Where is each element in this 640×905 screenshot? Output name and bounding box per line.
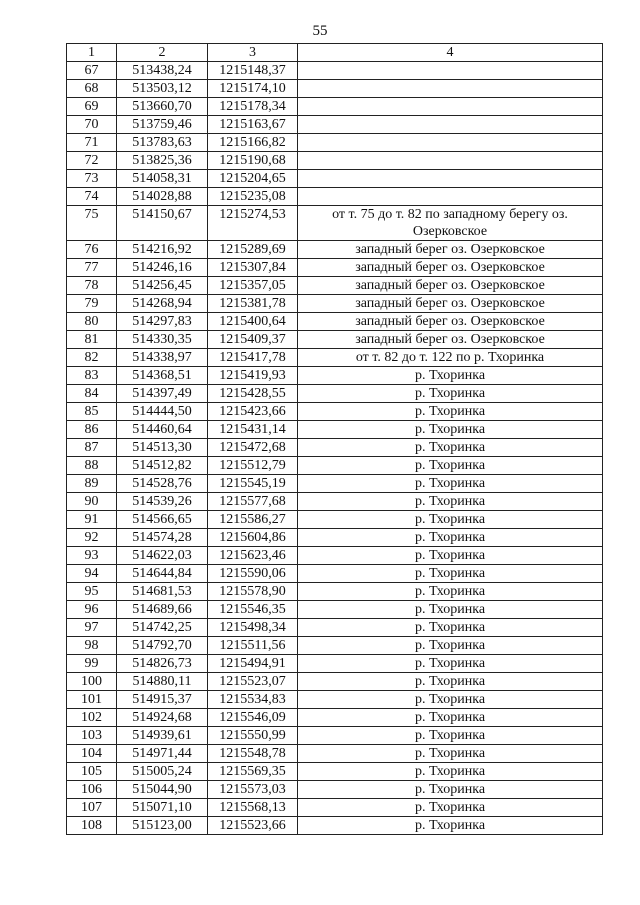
x-coordinate-cell: 515123,00 xyxy=(117,817,208,835)
point-number-cell: 92 xyxy=(67,529,117,547)
point-number-cell: 101 xyxy=(67,691,117,709)
description-cell: от т. 82 до т. 122 по р. Тхоринка xyxy=(298,349,603,367)
table-row xyxy=(67,727,603,745)
coordinates-table xyxy=(66,43,603,835)
x-coordinate-cell: 514826,73 xyxy=(117,655,208,673)
x-coordinate-cell: 515071,10 xyxy=(117,799,208,817)
point-number-cell: 73 xyxy=(67,170,117,188)
x-coordinate-cell: 515005,24 xyxy=(117,763,208,781)
x-coordinate-cell: 514028,88 xyxy=(117,188,208,206)
y-coordinate-cell: 1215417,78 xyxy=(208,349,298,367)
y-coordinate-cell: 1215534,83 xyxy=(208,691,298,709)
x-coordinate-cell: 514058,31 xyxy=(117,170,208,188)
description-cell: р. Тхоринка xyxy=(298,619,603,637)
point-number-cell: 74 xyxy=(67,188,117,206)
description-cell: р. Тхоринка xyxy=(298,457,603,475)
point-number-cell: 93 xyxy=(67,547,117,565)
description-cell: р. Тхоринка xyxy=(298,709,603,727)
y-coordinate-cell: 1215381,78 xyxy=(208,295,298,313)
table-row xyxy=(67,62,603,80)
table-row xyxy=(67,331,603,349)
description-cell: р. Тхоринка xyxy=(298,799,603,817)
y-coordinate-cell: 1215511,56 xyxy=(208,637,298,655)
y-coordinate-cell: 1215573,03 xyxy=(208,781,298,799)
description-cell: р. Тхоринка xyxy=(298,493,603,511)
y-coordinate-cell: 1215148,37 xyxy=(208,62,298,80)
description-cell: западный берег оз. Озерковское xyxy=(298,259,603,277)
table-row xyxy=(67,439,603,457)
table-row xyxy=(67,98,603,116)
point-number-cell: 86 xyxy=(67,421,117,439)
y-coordinate-cell: 1215190,68 xyxy=(208,152,298,170)
table-row xyxy=(67,403,603,421)
y-coordinate-cell: 1215494,91 xyxy=(208,655,298,673)
y-coordinate-cell: 1215590,06 xyxy=(208,565,298,583)
point-number-cell: 69 xyxy=(67,98,117,116)
table-body xyxy=(67,62,603,835)
x-coordinate-cell: 514539,26 xyxy=(117,493,208,511)
description-cell: р. Тхоринка xyxy=(298,781,603,799)
x-coordinate-cell: 514330,35 xyxy=(117,331,208,349)
point-number-cell: 99 xyxy=(67,655,117,673)
x-coordinate-cell: 514216,92 xyxy=(117,241,208,259)
description-cell: р. Тхоринка xyxy=(298,637,603,655)
point-number-cell: 91 xyxy=(67,511,117,529)
point-number-cell: 85 xyxy=(67,403,117,421)
y-coordinate-cell: 1215550,99 xyxy=(208,727,298,745)
x-coordinate-cell: 513783,63 xyxy=(117,134,208,152)
table-row xyxy=(67,134,603,152)
x-coordinate-cell: 514528,76 xyxy=(117,475,208,493)
table-row xyxy=(67,349,603,367)
table-row xyxy=(67,170,603,188)
table-row xyxy=(67,457,603,475)
point-number-cell: 70 xyxy=(67,116,117,134)
point-number-cell: 95 xyxy=(67,583,117,601)
x-coordinate-cell: 514460,64 xyxy=(117,421,208,439)
description-cell: р. Тхоринка xyxy=(298,511,603,529)
description-cell xyxy=(298,152,603,170)
x-coordinate-cell: 514566,65 xyxy=(117,511,208,529)
point-number-cell: 102 xyxy=(67,709,117,727)
x-coordinate-cell: 515044,90 xyxy=(117,781,208,799)
point-number-cell: 105 xyxy=(67,763,117,781)
table-row xyxy=(67,295,603,313)
x-coordinate-cell: 514574,28 xyxy=(117,529,208,547)
y-coordinate-cell: 1215577,68 xyxy=(208,493,298,511)
y-coordinate-cell: 1215409,37 xyxy=(208,331,298,349)
y-coordinate-cell: 1215419,93 xyxy=(208,367,298,385)
y-coordinate-cell: 1215523,66 xyxy=(208,817,298,835)
table-row xyxy=(67,511,603,529)
point-number-cell: 106 xyxy=(67,781,117,799)
y-coordinate-cell: 1215548,78 xyxy=(208,745,298,763)
y-coordinate-cell: 1215289,69 xyxy=(208,241,298,259)
point-number-cell: 77 xyxy=(67,259,117,277)
y-coordinate-cell: 1215400,64 xyxy=(208,313,298,331)
x-coordinate-cell: 514513,30 xyxy=(117,439,208,457)
description-cell xyxy=(298,116,603,134)
description-cell xyxy=(298,170,603,188)
y-coordinate-cell: 1215428,55 xyxy=(208,385,298,403)
description-cell xyxy=(298,62,603,80)
y-coordinate-cell: 1215174,10 xyxy=(208,80,298,98)
point-number-cell: 90 xyxy=(67,493,117,511)
y-coordinate-cell: 1215431,14 xyxy=(208,421,298,439)
table-row xyxy=(67,475,603,493)
x-coordinate-cell: 514924,68 xyxy=(117,709,208,727)
description-cell: западный берег оз. Озерковское xyxy=(298,331,603,349)
point-number-cell: 83 xyxy=(67,367,117,385)
table-row xyxy=(67,259,603,277)
table-row xyxy=(67,799,603,817)
description-cell: р. Тхоринка xyxy=(298,385,603,403)
table-row xyxy=(67,547,603,565)
y-coordinate-cell: 1215166,82 xyxy=(208,134,298,152)
x-coordinate-cell: 514742,25 xyxy=(117,619,208,637)
table-row xyxy=(67,529,603,547)
description-cell: западный берег оз. Озерковское xyxy=(298,241,603,259)
description-cell: р. Тхоринка xyxy=(298,673,603,691)
y-coordinate-cell: 1215204,65 xyxy=(208,170,298,188)
y-coordinate-cell: 1215423,66 xyxy=(208,403,298,421)
table-row xyxy=(67,80,603,98)
point-number-cell: 103 xyxy=(67,727,117,745)
y-coordinate-cell: 1215178,34 xyxy=(208,98,298,116)
description-cell: р. Тхоринка xyxy=(298,763,603,781)
y-coordinate-cell: 1215163,67 xyxy=(208,116,298,134)
point-number-cell: 87 xyxy=(67,439,117,457)
x-coordinate-cell: 514397,49 xyxy=(117,385,208,403)
table-row xyxy=(67,116,603,134)
y-coordinate-cell: 1215307,84 xyxy=(208,259,298,277)
table-row xyxy=(67,619,603,637)
y-coordinate-cell: 1215546,35 xyxy=(208,601,298,619)
header-point-number: 1 xyxy=(67,44,117,62)
x-coordinate-cell: 514939,61 xyxy=(117,727,208,745)
table-row xyxy=(67,745,603,763)
table-row xyxy=(67,206,603,241)
point-number-cell: 68 xyxy=(67,80,117,98)
x-coordinate-cell: 514792,70 xyxy=(117,637,208,655)
point-number-cell: 72 xyxy=(67,152,117,170)
table-row xyxy=(67,313,603,331)
point-number-cell: 84 xyxy=(67,385,117,403)
point-number-cell: 88 xyxy=(67,457,117,475)
point-number-cell: 82 xyxy=(67,349,117,367)
table-row xyxy=(67,601,603,619)
description-cell: р. Тхоринка xyxy=(298,817,603,835)
y-coordinate-cell: 1215274,53 xyxy=(208,206,298,241)
x-coordinate-cell: 514644,84 xyxy=(117,565,208,583)
table-row xyxy=(67,583,603,601)
description-cell xyxy=(298,134,603,152)
header-row xyxy=(67,44,603,62)
x-coordinate-cell: 514150,67 xyxy=(117,206,208,241)
table-row xyxy=(67,673,603,691)
point-number-cell: 76 xyxy=(67,241,117,259)
point-number-cell: 108 xyxy=(67,817,117,835)
x-coordinate-cell: 514971,44 xyxy=(117,745,208,763)
y-coordinate-cell: 1215546,09 xyxy=(208,709,298,727)
description-cell: р. Тхоринка xyxy=(298,439,603,457)
point-number-cell: 80 xyxy=(67,313,117,331)
description-cell: р. Тхоринка xyxy=(298,403,603,421)
y-coordinate-cell: 1215472,68 xyxy=(208,439,298,457)
x-coordinate-cell: 513759,46 xyxy=(117,116,208,134)
x-coordinate-cell: 514268,94 xyxy=(117,295,208,313)
point-number-cell: 71 xyxy=(67,134,117,152)
table-row xyxy=(67,691,603,709)
description-cell: р. Тхоринка xyxy=(298,367,603,385)
description-cell xyxy=(298,188,603,206)
description-cell: р. Тхоринка xyxy=(298,583,603,601)
page-number: 55 xyxy=(312,23,328,39)
x-coordinate-cell: 514689,66 xyxy=(117,601,208,619)
y-coordinate-cell: 1215623,46 xyxy=(208,547,298,565)
description-cell: р. Тхоринка xyxy=(298,475,603,493)
table-row xyxy=(67,637,603,655)
description-cell: р. Тхоринка xyxy=(298,601,603,619)
y-coordinate-cell: 1215498,34 xyxy=(208,619,298,637)
x-coordinate-cell: 514512,82 xyxy=(117,457,208,475)
table-row xyxy=(67,763,603,781)
x-coordinate-cell: 513503,12 xyxy=(117,80,208,98)
y-coordinate-cell: 1215569,35 xyxy=(208,763,298,781)
description-cell xyxy=(298,80,603,98)
description-cell: западный берег оз. Озерковское xyxy=(298,313,603,331)
x-coordinate-cell: 513438,24 xyxy=(117,62,208,80)
table-row xyxy=(67,781,603,799)
header-y-coordinate: 3 xyxy=(208,44,298,62)
y-coordinate-cell: 1215357,05 xyxy=(208,277,298,295)
y-coordinate-cell: 1215568,13 xyxy=(208,799,298,817)
point-number-cell: 96 xyxy=(67,601,117,619)
table-row xyxy=(67,817,603,835)
x-coordinate-cell: 514338,97 xyxy=(117,349,208,367)
point-number-cell: 67 xyxy=(67,62,117,80)
y-coordinate-cell: 1215578,90 xyxy=(208,583,298,601)
x-coordinate-cell: 514368,51 xyxy=(117,367,208,385)
x-coordinate-cell: 514880,11 xyxy=(117,673,208,691)
description-cell xyxy=(298,98,603,116)
description-cell: р. Тхоринка xyxy=(298,547,603,565)
y-coordinate-cell: 1215545,19 xyxy=(208,475,298,493)
y-coordinate-cell: 1215512,79 xyxy=(208,457,298,475)
point-number-cell: 100 xyxy=(67,673,117,691)
description-cell: от т. 75 до т. 82 по западному берегу оз. Озерковское xyxy=(298,206,603,241)
point-number-cell: 79 xyxy=(67,295,117,313)
y-coordinate-cell: 1215235,08 xyxy=(208,188,298,206)
x-coordinate-cell: 514681,53 xyxy=(117,583,208,601)
table-header xyxy=(67,44,603,62)
description-cell: р. Тхоринка xyxy=(298,655,603,673)
table-row xyxy=(67,277,603,295)
x-coordinate-cell: 514246,16 xyxy=(117,259,208,277)
point-number-cell: 94 xyxy=(67,565,117,583)
point-number-cell: 78 xyxy=(67,277,117,295)
y-coordinate-cell: 1215604,86 xyxy=(208,529,298,547)
point-number-cell: 104 xyxy=(67,745,117,763)
y-coordinate-cell: 1215586,27 xyxy=(208,511,298,529)
table-row xyxy=(67,188,603,206)
description-cell: р. Тхоринка xyxy=(298,421,603,439)
description-cell: западный берег оз. Озерковское xyxy=(298,295,603,313)
description-cell: р. Тхоринка xyxy=(298,529,603,547)
header-description: 4 xyxy=(298,44,603,62)
table-row xyxy=(67,565,603,583)
y-coordinate-cell: 1215523,07 xyxy=(208,673,298,691)
point-number-cell: 89 xyxy=(67,475,117,493)
x-coordinate-cell: 513825,36 xyxy=(117,152,208,170)
table-row xyxy=(67,241,603,259)
table-row xyxy=(67,709,603,727)
table-row xyxy=(67,655,603,673)
description-cell: р. Тхоринка xyxy=(298,691,603,709)
table-row xyxy=(67,367,603,385)
point-number-cell: 81 xyxy=(67,331,117,349)
point-number-cell: 75 xyxy=(67,206,117,241)
table-row xyxy=(67,493,603,511)
x-coordinate-cell: 514915,37 xyxy=(117,691,208,709)
x-coordinate-cell: 514297,83 xyxy=(117,313,208,331)
description-cell: р. Тхоринка xyxy=(298,727,603,745)
table-row xyxy=(67,152,603,170)
description-cell: р. Тхоринка xyxy=(298,745,603,763)
x-coordinate-cell: 514622,03 xyxy=(117,547,208,565)
point-number-cell: 98 xyxy=(67,637,117,655)
header-x-coordinate: 2 xyxy=(117,44,208,62)
point-number-cell: 107 xyxy=(67,799,117,817)
table-row xyxy=(67,385,603,403)
table-row xyxy=(67,421,603,439)
description-cell: р. Тхоринка xyxy=(298,565,603,583)
x-coordinate-cell: 513660,70 xyxy=(117,98,208,116)
x-coordinate-cell: 514444,50 xyxy=(117,403,208,421)
x-coordinate-cell: 514256,45 xyxy=(117,277,208,295)
description-cell: западный берег оз. Озерковское xyxy=(298,277,603,295)
point-number-cell: 97 xyxy=(67,619,117,637)
